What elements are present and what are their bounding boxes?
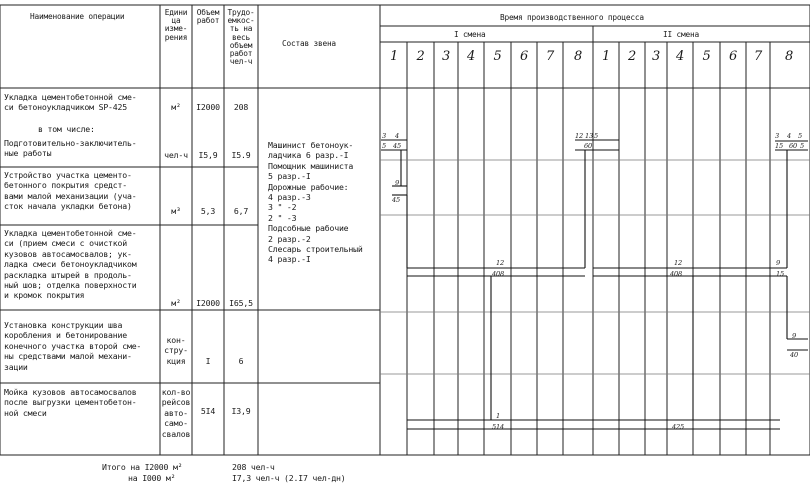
chart-mark: 15 bbox=[776, 270, 784, 278]
labor-value: I65,5 bbox=[229, 298, 253, 308]
operation-name: Устройство участка цементо- бетонного покрытия средст- вами малой механизации (уча- сток начала укладки бетона) bbox=[4, 170, 137, 212]
unit-value: м² bbox=[171, 102, 181, 112]
hour-label: 5 bbox=[702, 49, 711, 64]
hour-label: 3 bbox=[441, 49, 451, 64]
labor-value: 6,7 bbox=[233, 206, 249, 216]
chart-mark: 9 bbox=[792, 332, 796, 340]
chart-mark: 5 bbox=[382, 142, 386, 150]
labor-value: 208 bbox=[233, 102, 249, 112]
chart-mark: 4 bbox=[395, 132, 399, 140]
unit-value: кон- стру- кция bbox=[164, 335, 188, 366]
volume-value: 5I4 bbox=[200, 406, 216, 416]
chart-mark: 40 bbox=[790, 351, 798, 359]
chart-mark: 408 bbox=[670, 270, 682, 278]
total-label: на I000 м² bbox=[128, 473, 176, 483]
chart-mark: 12 bbox=[575, 132, 583, 140]
labor-header: Трудо- емкос- ть на весь объем работ чел-ч bbox=[227, 8, 255, 67]
chart-mark: 408 bbox=[492, 270, 504, 278]
unit-value: кол-во рейсов авто- само- свалов bbox=[161, 387, 191, 439]
chart-mark: 12 bbox=[496, 259, 504, 267]
hour-label: 6 bbox=[728, 49, 738, 64]
chart-mark: 1 bbox=[496, 412, 500, 420]
chart-mark: 5 bbox=[594, 132, 598, 140]
crew-list: Машинист бетоноук- ладчика 6 разр.-I Помощник машиниста 5 разр.-I Дорожные рабочие: 4 разр.-3 3 " -2 2 " -3 Подсобные рабочие 2 разр.-2 Слесарь строительный 4 разр.-I bbox=[268, 140, 363, 265]
unit-value: м³ bbox=[171, 206, 181, 216]
hour-label: 4 bbox=[466, 49, 476, 64]
hour-label: 1 bbox=[601, 49, 611, 64]
total-value: I7,3 чел-ч (2.I7 чел-дн) bbox=[232, 473, 346, 483]
chart-mark: 60 bbox=[584, 142, 592, 150]
chart-mark: 45 bbox=[392, 196, 400, 204]
operation-name: Мойка кузовов автосамосвалов после выгрузки цементобетон- ной смеси bbox=[4, 387, 137, 418]
chart-mark: 60 bbox=[789, 142, 797, 150]
hour-label: 4 bbox=[675, 49, 685, 64]
labor-value: 6 bbox=[238, 356, 244, 366]
op-name-header: Наименование операции bbox=[30, 12, 125, 21]
chart-mark: 9 bbox=[776, 259, 780, 267]
volume-header: Объем работ bbox=[196, 8, 220, 26]
chart-mark: 12 bbox=[674, 259, 682, 267]
hour-label: 1 bbox=[389, 49, 399, 64]
time-header: Время производственного процесса bbox=[500, 13, 644, 22]
volume-value: 5,3 bbox=[200, 206, 216, 216]
hour-label: 2 bbox=[416, 49, 425, 64]
volume-value: I2000 bbox=[196, 298, 220, 308]
chart-mark: 3 bbox=[382, 132, 386, 140]
hour-label: 7 bbox=[545, 49, 555, 64]
hour-label: 5 bbox=[493, 49, 502, 64]
chart-mark: 45 bbox=[393, 142, 401, 150]
hour-label: 3 bbox=[651, 49, 661, 64]
chart-mark: 15 bbox=[775, 142, 783, 150]
subheading: в том числе: bbox=[38, 124, 95, 134]
volume-value: I bbox=[205, 356, 211, 366]
hour-label: 7 bbox=[753, 49, 763, 64]
unit-value: чел-ч bbox=[164, 150, 188, 160]
volume-value: I2000 bbox=[196, 102, 220, 112]
hour-label: 8 bbox=[784, 49, 794, 64]
chart-mark: 425 bbox=[672, 423, 684, 431]
hour-label: 8 bbox=[573, 49, 583, 64]
chart-mark: 5 bbox=[800, 142, 804, 150]
total-value: 208 чел-ч bbox=[232, 462, 275, 472]
chart-mark: 3 bbox=[775, 132, 779, 140]
unit-header: Едини ца изме- рения bbox=[164, 8, 188, 42]
unit-value: м² bbox=[171, 298, 181, 308]
shift-2-header: II смена bbox=[663, 30, 699, 39]
labor-value: I5.9 bbox=[231, 150, 251, 160]
chart-mark: 4 bbox=[787, 132, 791, 140]
chart-mark: 514 bbox=[492, 423, 504, 431]
shift-1-header: I смена bbox=[454, 30, 486, 39]
crew-header: Состав звена bbox=[282, 39, 336, 48]
hour-label: 2 bbox=[627, 49, 637, 64]
chart-mark: 9 bbox=[395, 179, 399, 187]
operation-name: Подготовительно-заключитель- ные работы bbox=[4, 138, 137, 159]
chart-mark: 5 bbox=[798, 132, 802, 140]
operation-name: Укладка цементобетонной сме- си бетоноукладчиком SP-425 bbox=[4, 92, 137, 113]
volume-value: I5,9 bbox=[198, 150, 218, 160]
chart-mark: 13 bbox=[585, 132, 593, 140]
labor-value: I3,9 bbox=[231, 406, 251, 416]
operation-name: Установка конструкции шва коробления и бетонирование конечного участка второй сме- ны средствами малой механи- зации bbox=[4, 320, 142, 372]
total-label: Итого на I2000 м² bbox=[102, 462, 183, 472]
operation-name: Укладка цементобетонной сме- си (прием смеси с очисткой кузовов автосамосвалов; ук- ладка смеси бетоноукладчиком раскладка штырей в продоль- ный шов; отделка поверхности и кромок покрытия bbox=[4, 228, 137, 301]
hour-label: 6 bbox=[519, 49, 529, 64]
